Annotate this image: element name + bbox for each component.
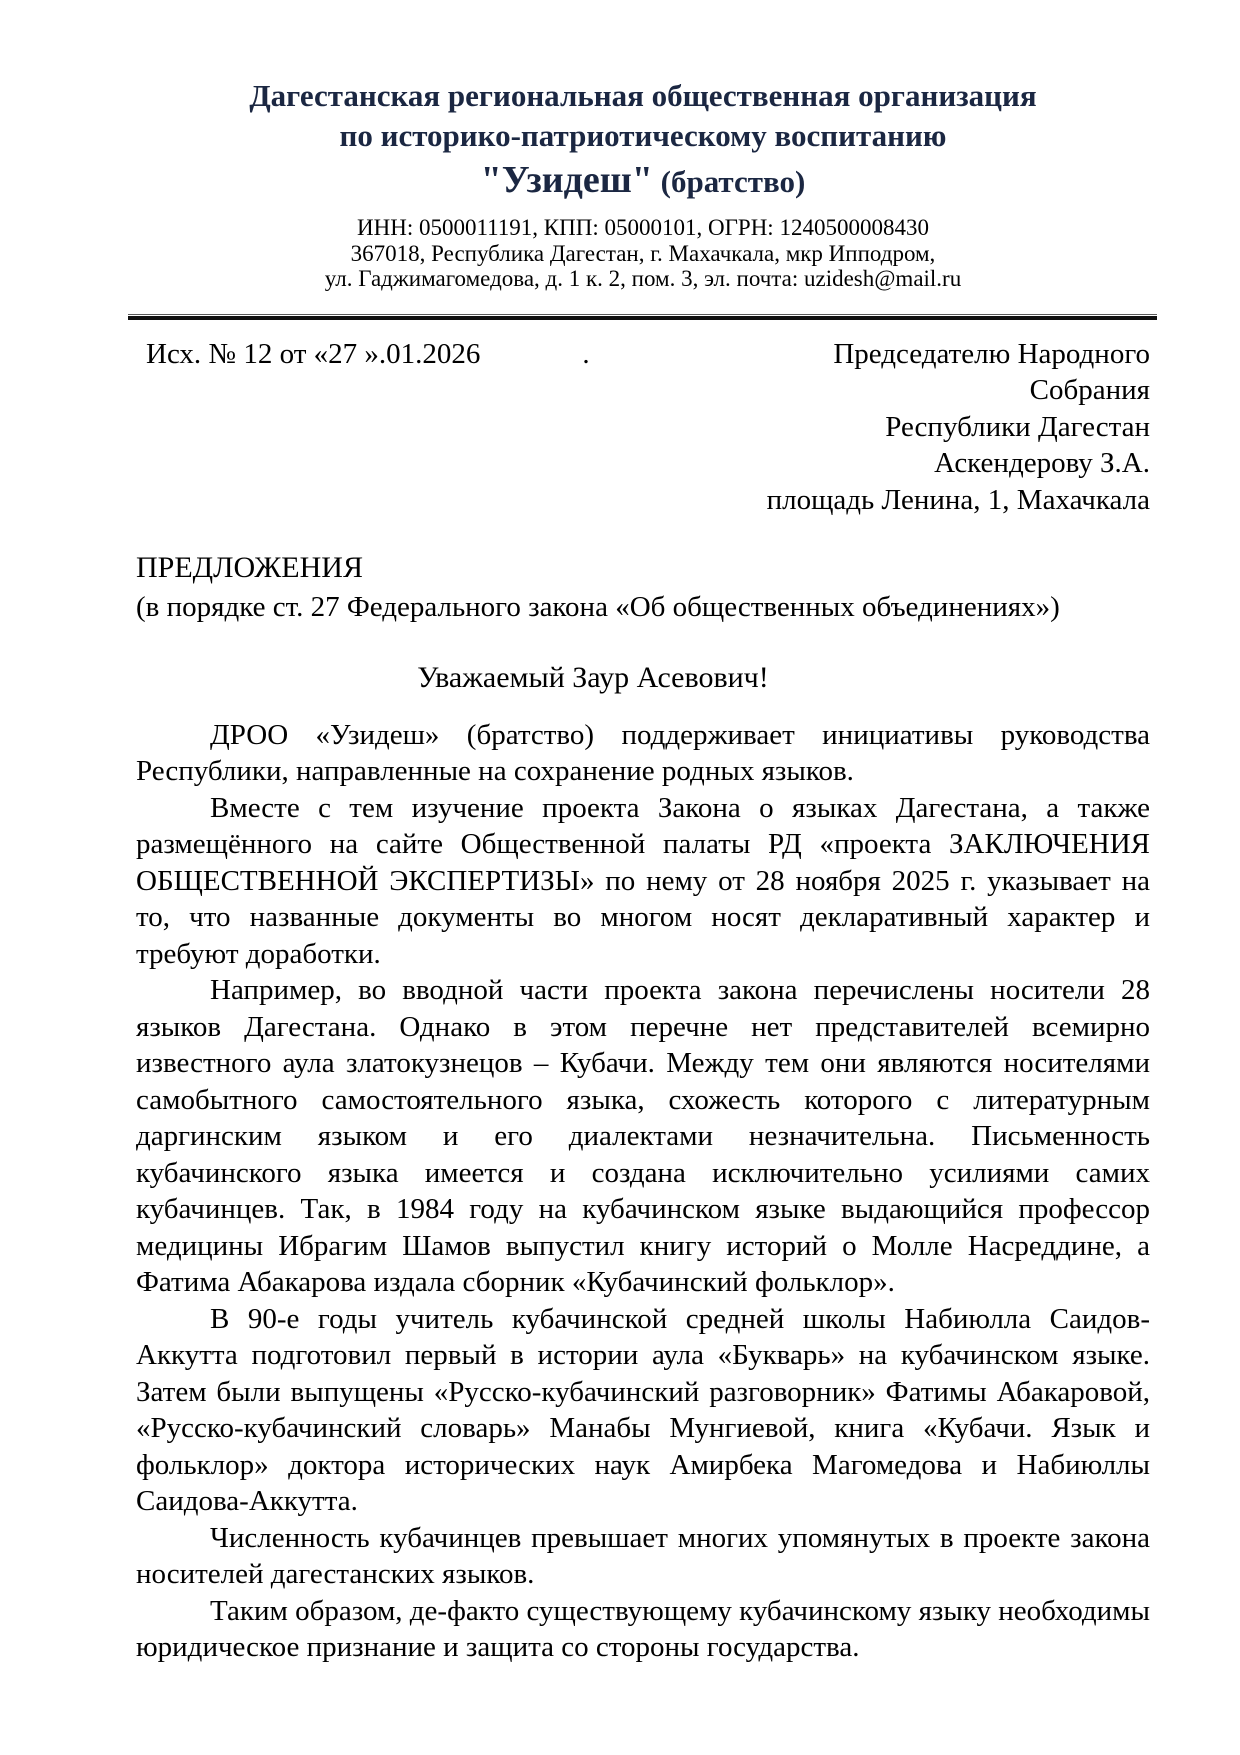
org-requisites-block: [136, 215, 1150, 292]
org-name: [136, 156, 1150, 212]
recipient-line: Собрания: [1029, 374, 1150, 406]
outgoing-number-text: Исх. № 12 от «27 ».01.2026: [146, 337, 481, 370]
body-paragraph: Например, во вводной части проекта закона перечислены носители 28 языков Дагестана. Однако в этом перечне нет представителей всемирно известного аула златокузнецов – Кубачи. Между тем они являются носителями самобытного самостоятельного языка, схожесть которого с литературным даргинским языком и его диалектами незначительна. Письменность кубачинского языка имеется и создана исключительно усилиями самих кубачинцев. Так, в 1984 году на кубачинском языке выдающийся профессор медицины Ибрагим Шамов выпустил книгу историй о Молле Насреддине, а Фатима Абакарова издала сборник «Кубачинский фольклор».: [136, 974, 1150, 1298]
subject-title: ПРЕДЛОЖЕНИЯ: [136, 551, 363, 584]
body-paragraph: Численность кубачинцев превышает многих упомянутых в проекте закона носителей дагестанских языков.: [136, 1521, 1150, 1590]
org-name-suffix: (братство): [652, 164, 806, 199]
org-title-line2: по историко-патриотическому воспитанию: [339, 118, 947, 153]
recipient-block: [767, 336, 1150, 519]
org-name-main: "Узидеш": [480, 159, 653, 201]
subject-block: [136, 548, 1150, 626]
recipient-line: Аскендерову З.А.: [934, 447, 1150, 479]
org-address-line2: ул. Гаджимагомедова, д. 1 к. 2, пом. 3, эл. почта: uzidesh@mail.ru: [324, 266, 962, 291]
org-title-line1: Дагестанская региональная общественная организация: [249, 78, 1037, 113]
outgoing-number: [136, 336, 590, 373]
letter-body: [136, 717, 1150, 1666]
body-paragraph: В 90-е годы учитель кубачинской средней школы Набиюлла Саидов-Аккутта подготовил первый в истории аула «Букварь» на кубачинском языке. Затем были выпущены «Русско-кубачинский разговорник» Фатимы Абакаровой, «Русско-кубачинский словарь» Манабы Мунгиевой, книга «Кубачи. Язык и фольклор» доктора исторических наук Амирбека Магомедова и Набиюллы Саидова-Аккутта.: [136, 1302, 1150, 1517]
stray-dot: .: [582, 337, 590, 370]
org-requisites: ИНН: 0500011191, КПП: 05000101, ОГРН: 1240500008430: [357, 215, 929, 240]
letterhead-divider: [128, 314, 1157, 320]
recipient-line: Председателю Народного: [833, 337, 1150, 370]
org-address-line1: 367018, Республика Дагестан, г. Махачкала, мкр Ипподром,: [350, 240, 936, 266]
recipient-line: Республики Дагестан: [885, 410, 1150, 443]
subject-subtitle: (в порядке ст. 27 Федерального закона «Об общественных объединениях»): [136, 591, 1060, 623]
body-paragraph: Вместе с тем изучение проекта Закона о языках Дагестана, а также размещённого на сайте Общественной палаты РД «проекта ЗАКЛЮЧЕНИЯ ОБЩЕСТВЕННОЙ ЭКСПЕРТИЗЫ» по нему от 28 ноября 2025 г. указывает на то, что названные документы во многом носят декларативный характер и требуют доработки.: [136, 791, 1150, 970]
body-paragraph: ДРОО «Узидеш» (братство) поддерживает инициативы руководства Республики, направленные на сохранение родных языков.: [136, 718, 1150, 787]
meta-row: [136, 336, 1150, 519]
recipient-line: площадь Ленина, 1, Махачкала: [766, 483, 1150, 516]
letterhead: [136, 76, 1150, 292]
salutation: Уважаемый Заур Асевович!: [417, 661, 769, 694]
body-paragraph: Таким образом, де-факто существующему кубачинскому языку необходимы юридическое признание и защита со стороны государства.: [136, 1594, 1150, 1663]
